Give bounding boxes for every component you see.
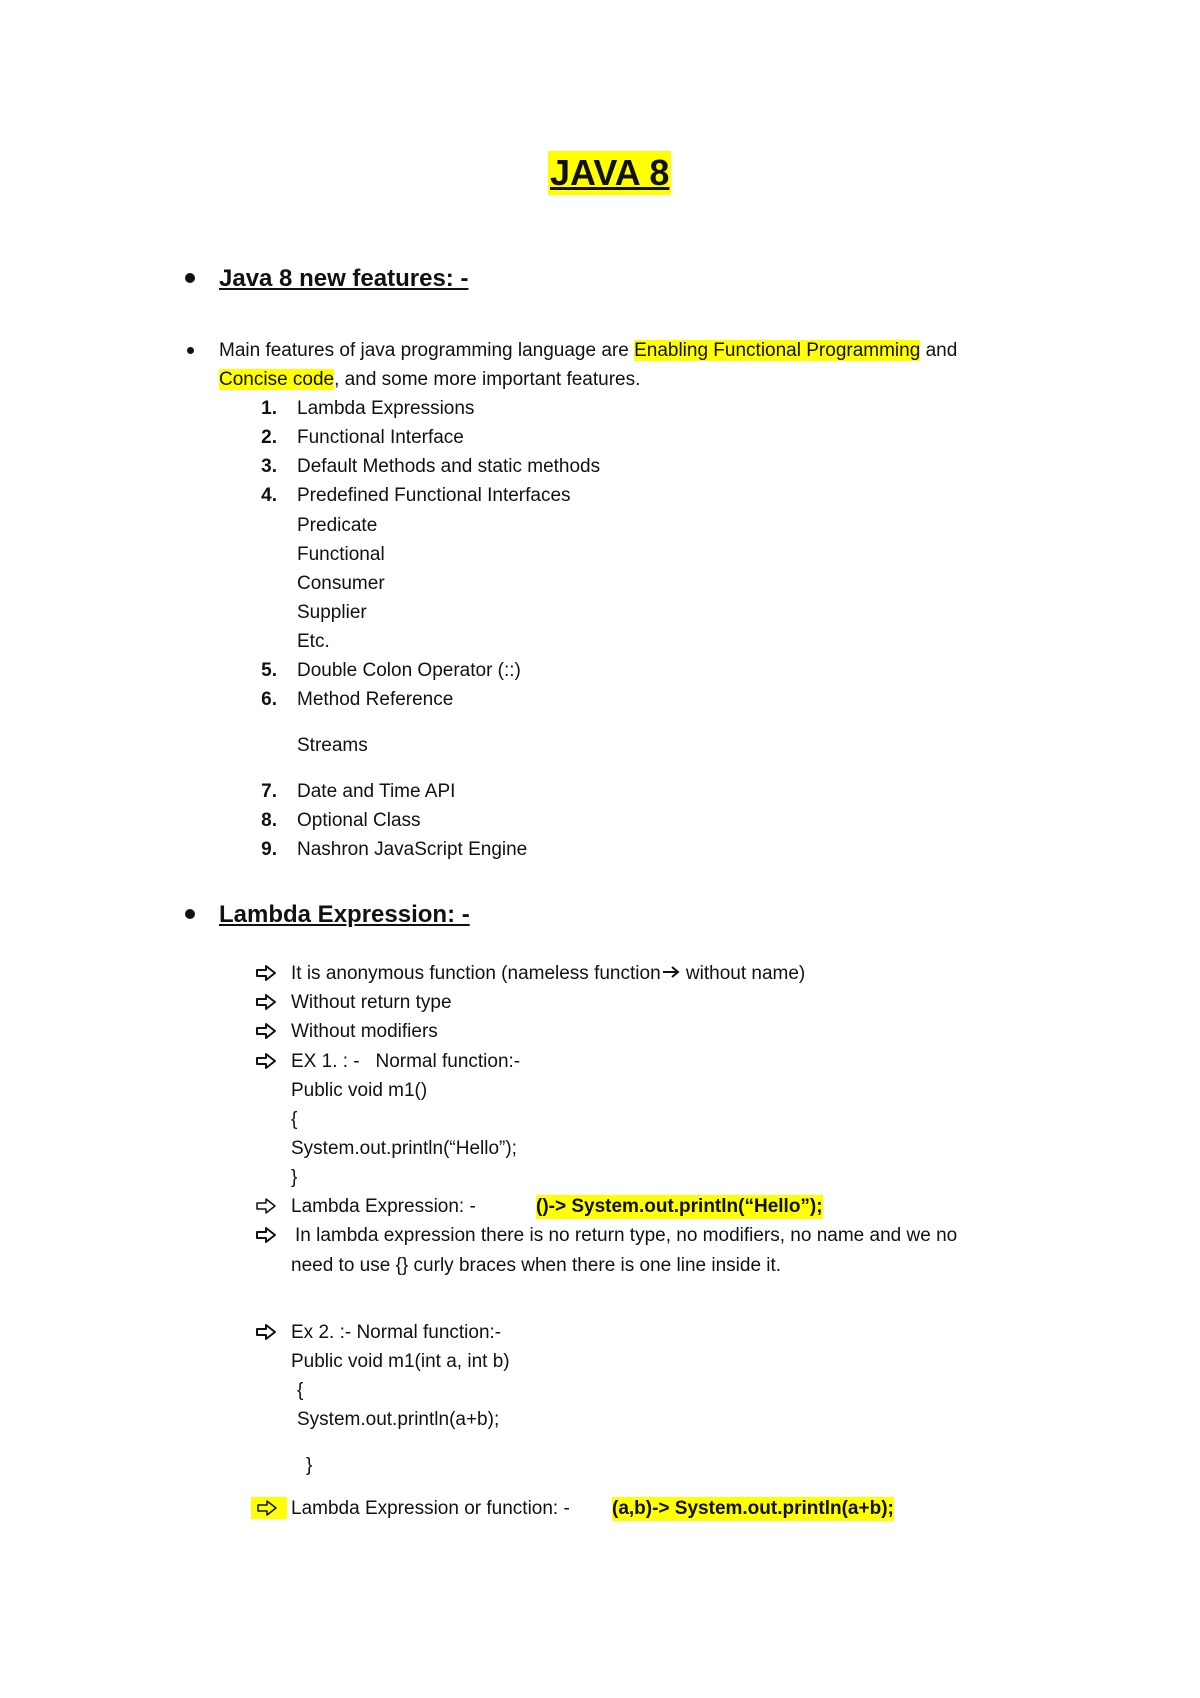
intro-text: Main features of java programming language are: [219, 340, 635, 361]
bullet-icon: [187, 347, 194, 354]
lambda-code: (a,b)-> System.out.println(a+b);: [612, 1498, 894, 1519]
list-number: 7.: [261, 781, 277, 802]
code-line: Public void m1(): [291, 1080, 428, 1101]
example-label: EX 1. : - Normal function:-: [291, 1051, 521, 1072]
list-item: Method Reference: [297, 689, 454, 710]
code-line: {: [297, 1380, 304, 1401]
list-number: 3.: [261, 456, 277, 477]
code-line: Public void m1(int a, int b): [291, 1351, 510, 1372]
list-item: Double Colon Operator (::): [297, 660, 521, 681]
list-item: Lambda Expressions: [297, 398, 475, 419]
highlight-text: Concise code: [219, 369, 335, 390]
list-item: Nashron JavaScript Engine: [297, 839, 528, 860]
lambda-point: [291, 962, 805, 986]
features-heading: Java 8 new features: -: [219, 265, 469, 292]
code-line: System.out.println(“Hello”);: [291, 1138, 517, 1159]
list-number: 9.: [261, 839, 277, 860]
note-line: In lambda expression there is no return type, no modifiers, no name and we no: [295, 1225, 958, 1246]
example-label: Ex 2. :- Normal function:-: [291, 1322, 502, 1343]
arrow-right-icon: [255, 964, 277, 982]
list-number: 6.: [261, 689, 277, 710]
lambda-heading: Lambda Expression: -: [219, 901, 470, 928]
lambda-label: Lambda Expression: -: [291, 1196, 476, 1217]
sub-list-item: Supplier: [297, 602, 367, 623]
list-item: Functional Interface: [297, 427, 464, 448]
list-item: Predefined Functional Interfaces: [297, 485, 571, 506]
intro-line-2: [219, 368, 640, 392]
sub-list-item: Streams: [297, 735, 368, 756]
lambda-point: Without modifiers: [291, 1021, 438, 1042]
point-text: It is anonymous function (nameless function: [291, 963, 661, 985]
arrow-right-icon: [255, 1022, 277, 1040]
intro-text: and: [920, 340, 958, 361]
page-title: JAVA 8: [550, 152, 670, 193]
list-item: Optional Class: [297, 810, 421, 831]
sub-list-item: Functional: [297, 544, 385, 565]
note-line: need to use {} curly braces when there is one line inside it.: [291, 1255, 782, 1276]
code-line: }: [291, 1167, 298, 1188]
point-text: without name): [680, 963, 806, 985]
sub-list-item: Consumer: [297, 573, 385, 594]
lambda-point: Without return type: [291, 992, 452, 1013]
code-line: }: [306, 1455, 313, 1476]
lambda-code: ()-> System.out.println(“Hello”);: [536, 1196, 823, 1217]
list-item: Default Methods and static methods: [297, 456, 601, 477]
bullet-icon: [185, 273, 195, 283]
arrow-right-icon: [255, 1052, 277, 1070]
list-item: Date and Time API: [297, 781, 456, 802]
arrow-right-icon: [255, 1323, 277, 1341]
sub-list-item: Predicate: [297, 515, 378, 536]
sub-list-item: Etc.: [297, 631, 330, 652]
list-number: 5.: [261, 660, 277, 681]
code-line: {: [291, 1109, 298, 1130]
highlight-text: Enabling Functional Programming: [634, 340, 921, 361]
lambda-label: Lambda Expression or function: -: [291, 1498, 570, 1519]
list-number: 2.: [261, 427, 277, 448]
list-number: 8.: [261, 810, 277, 831]
list-number: 4.: [261, 485, 277, 506]
arrow-icon: [662, 962, 680, 986]
arrow-right-icon: [255, 1197, 277, 1215]
code-line: System.out.println(a+b);: [297, 1409, 500, 1430]
intro-line-1: [219, 339, 957, 363]
arrow-right-icon: [255, 1226, 277, 1244]
bullet-icon: [185, 909, 195, 919]
intro-text: , and some more important features.: [334, 369, 641, 390]
list-number: 1.: [261, 398, 277, 419]
arrow-right-icon: [255, 993, 277, 1011]
arrow-right-icon: [251, 1497, 287, 1519]
